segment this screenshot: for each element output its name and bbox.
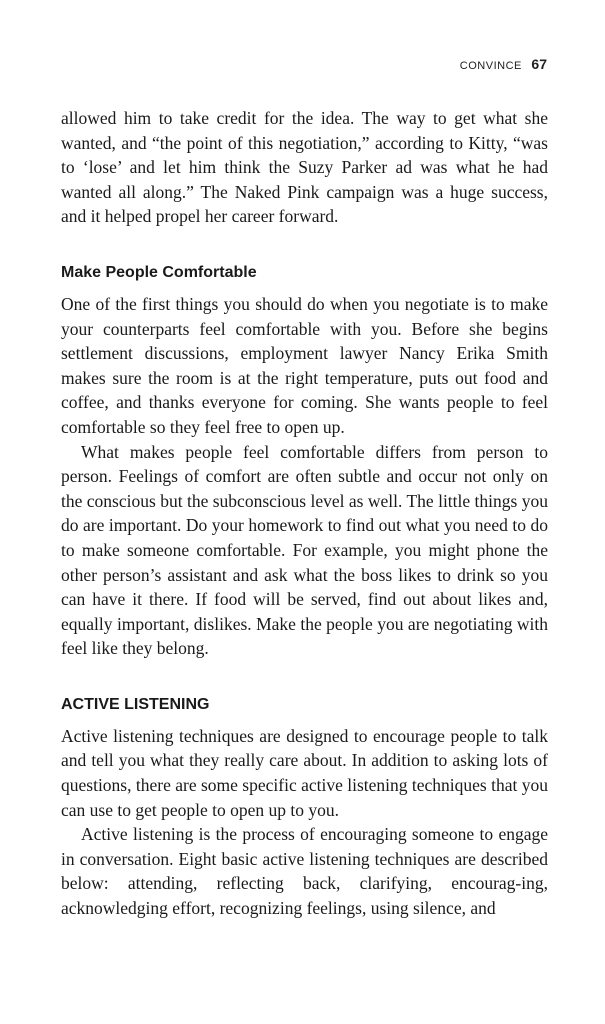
- heading-active-listening: ACTIVE LISTENING: [61, 695, 210, 713]
- paragraph-comfortable-intro: One of the first things you should do when you negotiate is to make your counterparts feel comfortable with you. Before she begins settlement discussions, employment lawyer Nancy Erika Smith makes sure the room is at the right temperature, puts out food and coffee, and thanks everyone for coming. She wants people to feel comfortable so they feel free to open up.: [61, 293, 548, 437]
- paragraph-continuation: allowed him to take credit for the idea. The way to get what she wanted, and “the point of this negotiation,” according to Kitty, “was to ‘lose’ and let him think the Suzy Parker ad was what he had wanted all along.” The Naked Pink campaign was a huge success, and it helped propel her career forward.: [61, 108, 548, 227]
- paragraph-active-listening-intro: Active listening techniques are designed to encourage people to talk and tell you what they really care about. In addition to asking lots of questions, there are some specific active listening techniques that you can use to get people to open up to you.: [61, 725, 548, 820]
- paragraph-active-listening-techniques: Active listening is the process of encouraging someone to engage in conversation. Eight basic active listening techniques are described below: attending, reflecting back, clarifying, encourag-ing, acknowledging effort, recognizing feelings, using silence, and: [61, 824, 548, 919]
- subheading-make-people-comfortable: Make People Comfortable: [61, 263, 257, 281]
- running-head: [460, 56, 547, 72]
- page-number: 67: [531, 56, 547, 72]
- paragraph-comfortable-detail: What makes people feel comfortable differs from person to person. Feelings of comfort are often subtle and occur not only on the conscious but the subconscious level as well. The little things you do are important. Do your homework to find out what you need to do to make someone comfortable. For example, you might phone the other person’s assistant and ask what the boss likes to drink so you can have it there. If food will be served, find out about likes and, equally important, dislikes. Make the people you are negotiating with feel like they belong.: [61, 441, 548, 659]
- page-body: [61, 106, 548, 921]
- running-head-section: CONVINCE: [459, 60, 522, 72]
